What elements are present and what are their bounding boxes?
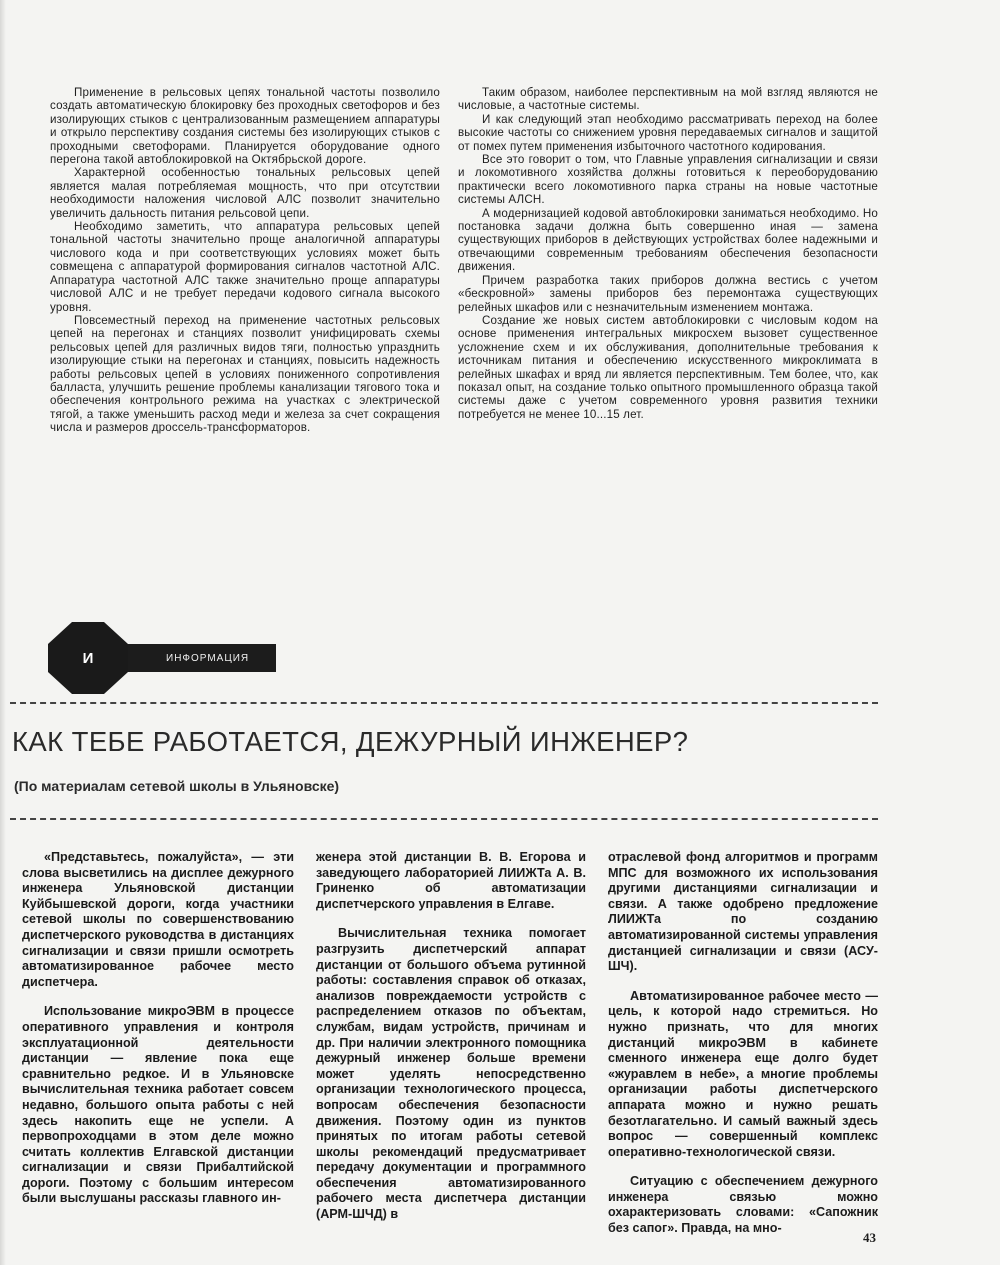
article-subtitle: (По материалам сетевой школы в Ульяновске) (14, 778, 340, 794)
section-label: ИНФОРМАЦИЯ (166, 652, 250, 664)
article-column-3 (608, 850, 878, 1251)
paragraph: Причем разработка таких приборов должна вестись с учетом «бескровной» замены приборов без перемонтажа существующих релейных шкафов или с незначительным изменением монтажа. (458, 273, 878, 314)
divider-top (10, 702, 878, 704)
paragraph: Характерной особенностью тональных рельсовых цепей является малая потребляемая мощность, что при отсутствии необходимости наложения числовой АЛС позволит значительно увеличить дальность питания рельсовой цепи. (50, 166, 440, 220)
section-badge (48, 622, 128, 694)
page-number: 43 (863, 1230, 876, 1245)
paragraph: женера этой дистанции В. В. Егорова и заведующего лабораторией ЛИИЖТа А. В. Гриненко об автоматизации диспетчерского управления в Елгаве. (316, 850, 586, 911)
paragraph: Создание же новых систем автоблокировки с числовым кодом на основе применения интегральных микросхем вызовет существенное усложнение схем и их обслуживания, дополнительные требования к источникам питания и обеспечению искусственного микроклимата в релейных шкафах и вряд ли является перспективным. Тем более, что, как показал опыт, на создание только опытного промышленного образца такой системы даже с учетом современного уровня развития техники потребуется не менее 10...15 лет. (458, 313, 878, 421)
top-right-column (458, 86, 878, 421)
article-title: КАК ТЕБЕ РАБОТАЕТСЯ, ДЕЖУРНЫЙ ИНЖЕНЕР? (12, 726, 689, 757)
section-badge-letter: И (82, 649, 94, 667)
article-column-1 (22, 850, 294, 1221)
article-column-2 (316, 850, 586, 1237)
paragraph: Ситуацию с обеспечением дежурного инженера связью можно охарактеризовать словами: «Сапожник без сапог». Правда, на мно- (608, 1174, 878, 1236)
paragraph: «Представьтесь, пожалуйста», — эти слова высветились на дисплее дежурного инженера Ульяновской дистанции Куйбышевской дороги, когда участники сетевой школы по совершенствованию диспетчерского руководства в дистанциях сигнализации и связи пришли осмотреть автоматизированное рабочее место диспетчера. (22, 850, 294, 989)
paragraph: отраслевой фонд алгоритмов и программ МПС для возможного их использования другими дистанциями сигнализации и связи. А также одобрено предложение ЛИИЖТа по созданию автоматизированной системы управления дистанцией сигнализации и связи (АСУ-ШЧ). (608, 850, 878, 974)
paragraph: Необходимо заметить, что аппаратура рельсовых цепей тональной частоты значительно проще аналогичной аппаратуры числового кода и при соответствующих условиях может быть совмещена с аппаратурой формирования сигналов частотной АЛС. Аппаратура частотной АЛС также значительно проще аппаратуры числовой АЛС и не требует передачи кодового сигнала высокого уровня. (50, 220, 440, 314)
section-label-bar (108, 644, 276, 672)
paragraph: Автоматизированное рабочее место — цель, к которой надо стремиться. Но нужно признать, что для многих дистанций микроЭВМ в кабинете сменного инженера еще долго будет «журавлем в небе», а многие проблемы организации работы диспетчерского аппарата можно и нужно решать безотлагательно. И самый важный здесь вопрос — совершенный комплекс оперативно-технологической связи. (608, 988, 878, 1159)
paragraph: А модернизацией кодовой автоблокировки заниматься необходимо. Но постановка задачи должна быть совершенно иная — замена существующих приборов в действующих устройствах более надежными и отвечающими современным требованиям обеспечения безопасности движения. (458, 206, 878, 274)
paragraph: Таким образом, наиболее перспективным на мой взгляд являются не числовые, а частотные системы. (458, 86, 878, 113)
paragraph: Использование микроЭВМ в процессе оперативного управления и контроля эксплуатационной деятельности дистанции — явление пока еще сравнительно редкое. И в Ульяновске вычислительная техника работает совсем недавно, большого опыта работы с ней здесь накопить еще не успели. А первопроходцами в этом деле можно считать коллектив Елгавской дистанции сигнализации и связи Прибалтийской дороги. Поэтому с большим интересом были выслушаны рассказы главного ин- (22, 1004, 294, 1206)
page-spine-shadow (0, 0, 6, 1265)
paragraph: Применение в рельсовых цепях тональной частоты позволило создать автоматическую блокировку без проходных светофоров и без изолирующих стыков с централизованным размещением аппаратуры и открыло перспективу создания системы без изолирующих стыков с проходными светофорами. Планируется оборудование одного перегона такой автоблокировкой на Октябрьской дороге. (50, 86, 440, 167)
paragraph: Вычислительная техника помогает разгрузить диспетчерский аппарат дистанции от большого объема рутинной работы: составления справок об отказах, анализов повреждаемости устройств с распределением отказов по объектам, службам, видам устройств, причинам и др. При наличии электронного помощника дежурный инженер больше времени может уделять непосредственно организации технологического процесса, вопросам обеспечения безопасности движения. Поэтому один из пунктов принятых по итогам работы сетевой школы рекомендаций предусматривает передачу документации и программного обеспечения автоматизированного рабочего места диспетчера дистанции (АРМ-ШЧД) в (316, 926, 586, 1222)
paragraph: И как следующий этап необходимо рассматривать переход на более высокие частоты со снижением уровня передаваемых сигналов и защитой от помех путем применения избыточного частотного кодирования. (458, 112, 878, 153)
divider-bottom (10, 818, 878, 820)
top-left-column (50, 86, 440, 435)
paragraph: Все это говорит о том, что Главные управления сигнализации и связи и локомотивного хозяйства должны готовиться к переоборудованию практически всего локомотивного парка страны на новые частотные системы АЛСН. (458, 153, 878, 207)
paragraph: Повсеместный переход на применение частотных рельсовых цепей на перегонах и станциях позволит унифицировать схемы рельсовых цепей для различных видов тяги, полностью упразднить изолирующие стыки на перегонах и станциях, повысить надежность работы рельсовых цепей в условиях пониженного сопротивления балласта, улучшить решение проблемы канализации тягового тока и обеспечения контрольного режима на участках с электрической тягой, а также уменьшить расход меди и железа за счет сокращения числа и размеров дроссель-трансформаторов. (50, 313, 440, 435)
